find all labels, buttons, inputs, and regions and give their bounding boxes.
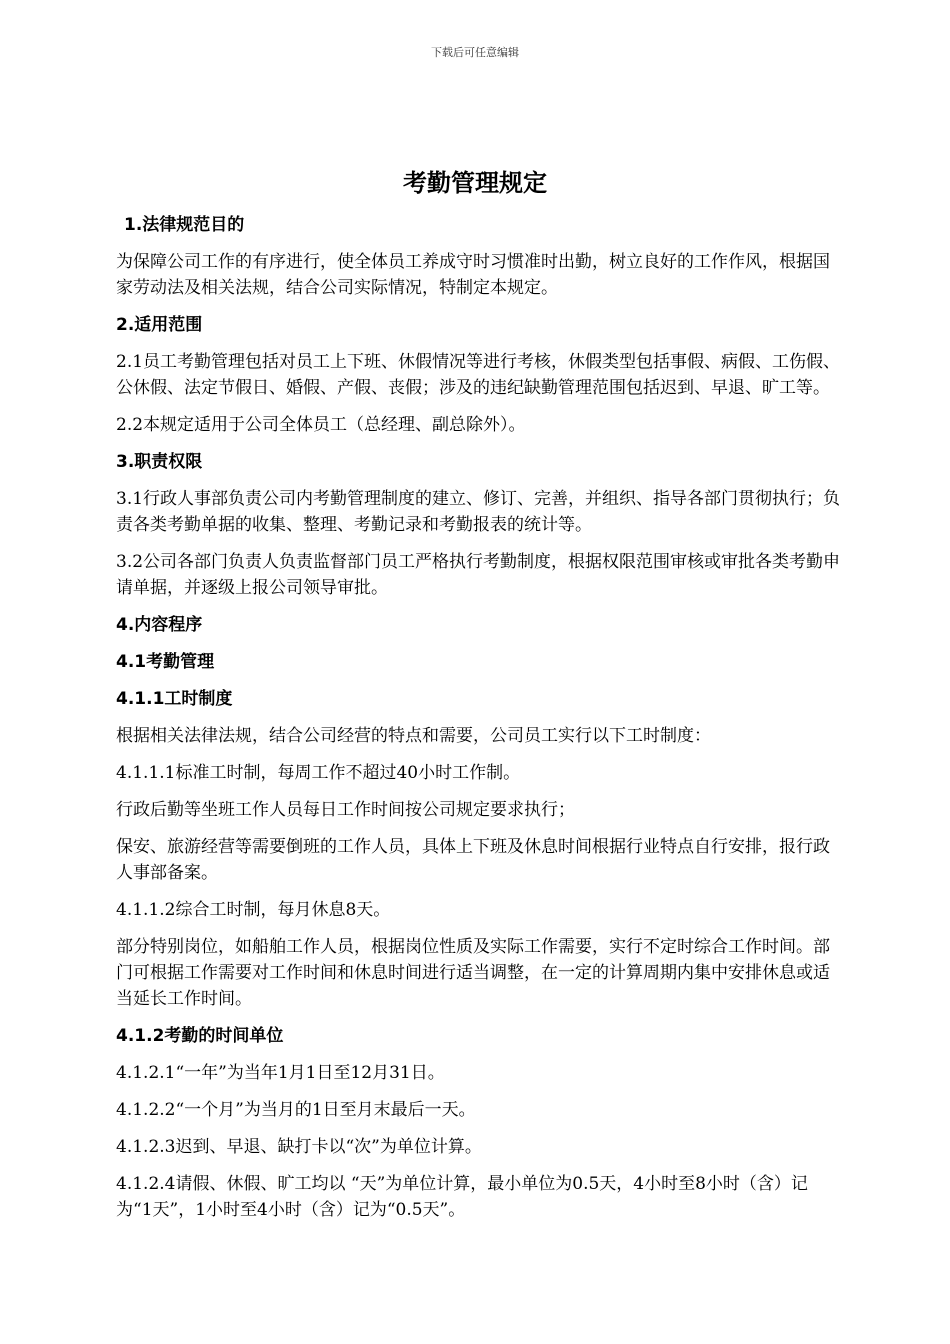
subsection-heading-work-hours: 4.1.1工时制度 bbox=[116, 689, 233, 709]
section-heading-purpose: 1.法律规范目的 bbox=[124, 215, 245, 235]
document-body bbox=[116, 212, 842, 1234]
paragraph: 保安、旅游经营等需要倒班的工作人员，具体上下班及休息时间根据行业特点自行安排，报行政人事部备案。 bbox=[116, 837, 830, 883]
paragraph: 4.1.1.2综合工时制，每月休息8天。 bbox=[116, 900, 391, 920]
paragraph: 根据相关法律法规，结合公司经营的特点和需要，公司员工实行以下工时制度： bbox=[116, 726, 711, 746]
subsection-heading-attendance: 4.1考勤管理 bbox=[116, 652, 215, 672]
paragraph: 4.1.1.1标准工时制，每周工作不超过40小时工作制。 bbox=[116, 763, 521, 783]
paragraph: 为保障公司工作的有序进行，使全体员工养成守时习惯准时出勤，树立良好的工作作风，根据国家劳动法及相关法规，结合公司实际情况，特制定本规定。 bbox=[116, 252, 830, 298]
paragraph: 2.2本规定适用于公司全体员工（总经理、副总除外）。 bbox=[116, 415, 526, 435]
paragraph: 3.1行政人事部负责公司内考勤管理制度的建立、修订、完善，并组织、指导各部门贯彻执行；负责各类考勤单据的收集、整理、考勤记录和考勤报表的统计等。 bbox=[116, 489, 841, 535]
paragraph: 2.1员工考勤管理包括对员工上下班、休假情况等进行考核，休假类型包括事假、病假、工伤假、公休假、法定节假日、婚假、产假、丧假；涉及的违纪缺勤管理范围包括迟到、早退、旷工等。 bbox=[116, 352, 841, 398]
section-heading-scope: 2.适用范围 bbox=[116, 315, 203, 335]
paragraph: 4.1.2.2“一个月”为当月的1日至月末最后一天。 bbox=[116, 1100, 476, 1120]
paragraph: 部分特别岗位，如船舶工作人员，根据岗位性质及实际工作需要，实行不定时综合工作时间。部门可根据工作需要对工作时间和休息时间进行适当调整，在一定的计算周期内集中安排休息或适当延长工作时间。 bbox=[116, 937, 830, 1009]
document-title: 考勤管理规定 bbox=[403, 169, 547, 197]
section-heading-procedures: 4.内容程序 bbox=[116, 615, 203, 635]
paragraph: 3.2公司各部门负责人负责监督部门员工严格执行考勤制度，根据权限范围审核或审批各类考勤申请单据，并逐级上报公司领导审批。 bbox=[116, 552, 841, 598]
paragraph: 4.1.2.1“一年”为当年1月1日至12月31日。 bbox=[116, 1063, 445, 1083]
paragraph: 4.1.2.3迟到、早退、缺打卡以“次”为单位计算。 bbox=[116, 1137, 482, 1157]
paragraph: 行政后勤等坐班工作人员每日工作时间按公司规定要求执行； bbox=[116, 800, 575, 820]
header-note: 下载后可任意编辑 bbox=[431, 46, 519, 59]
section-heading-responsibilities: 3.职责权限 bbox=[116, 452, 203, 472]
paragraph: 4.1.2.4请假、休假、旷工均以 “天”为单位计算，最小单位为0.5天，4小时至8小时（含）记为“1天”，1小时至4小时（含）记为“0.5天”。 bbox=[116, 1174, 808, 1220]
subsection-heading-time-units: 4.1.2考勤的时间单位 bbox=[116, 1026, 284, 1046]
